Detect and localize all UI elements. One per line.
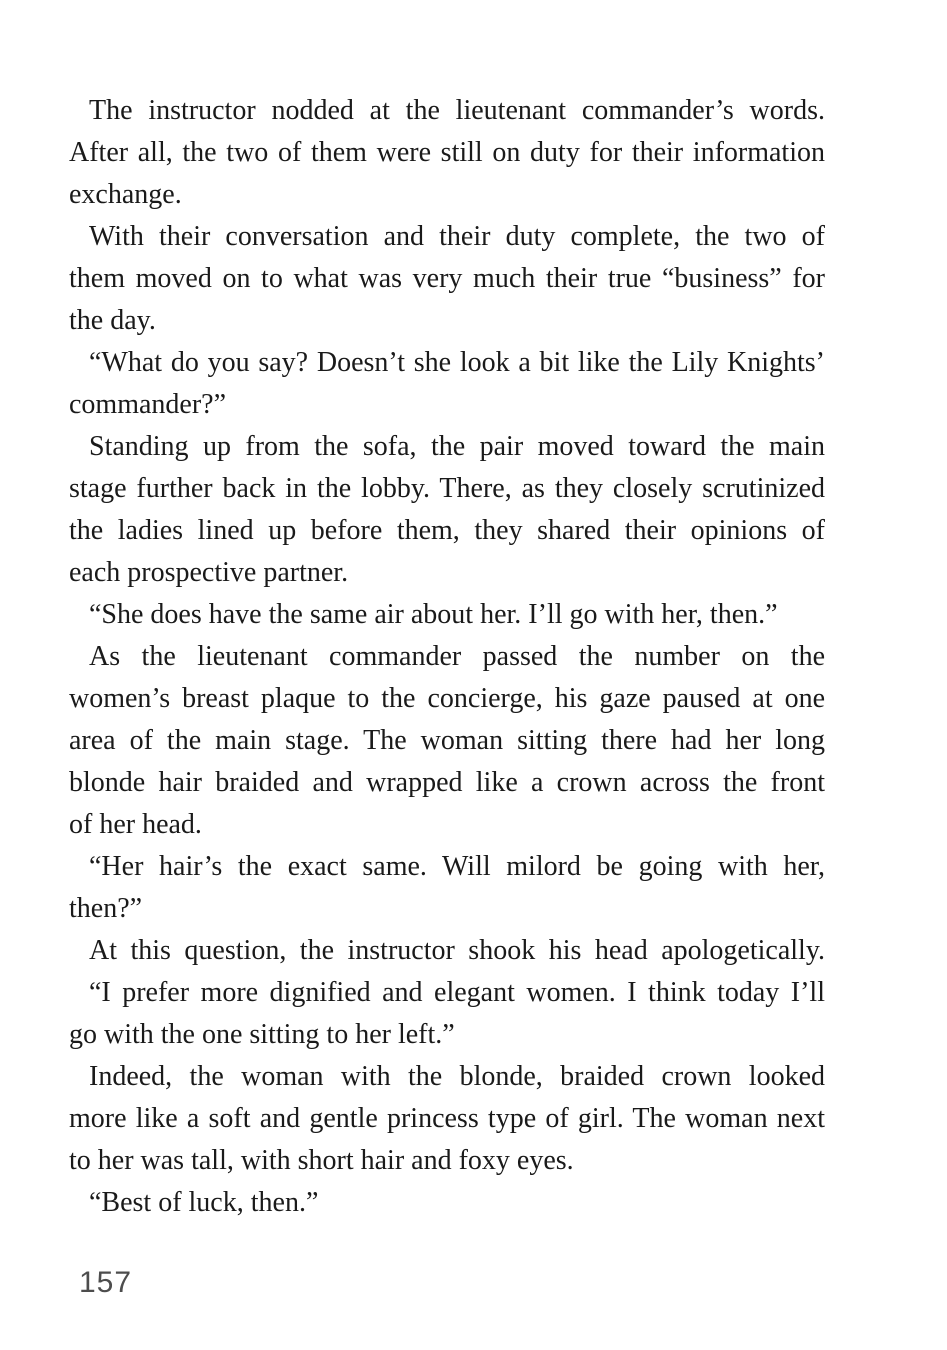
text-line: blonde hair braided and wrapped like a crown across the front [69,767,825,798]
paragraph [69,1056,825,1182]
paragraph [69,1182,825,1224]
text-line: area of the main stage. The woman sitting there had her long [69,725,825,756]
text-line: the ladies lined up before them, they shared their opinions of [69,515,825,546]
paragraph [69,594,825,636]
text-line: women’s breast plaque to the concierge, his gaze paused at one [69,683,825,714]
text-line: With their conversation and their duty complete, the two of [89,221,825,252]
text-line: Indeed, the woman with the blonde, braided crown looked [89,1061,825,1092]
text-line: “She does have the same air about her. I’ll go with her, then.” [89,599,778,630]
text-line: “I prefer more dignified and elegant women. I think today I’ll [89,977,825,1008]
text-line: At this question, the instructor shook his head apologetically. [89,935,825,966]
text-line: exchange. [69,179,182,210]
text-line: “Her hair’s the exact same. Will milord be going with her, [89,851,825,882]
paragraph [69,846,825,930]
paragraph [69,216,825,342]
text-line: the day. [69,305,156,336]
text-line: As the lieutenant commander passed the number on the [89,641,825,672]
text-line: Standing up from the sofa, the pair moved toward the main [89,431,825,462]
paragraph [69,636,825,846]
text-line: go with the one sitting to her left.” [69,1019,455,1050]
text-line: each prospective partner. [69,557,349,588]
text-line: more like a soft and gentle princess type of girl. The woman next [69,1103,825,1134]
paragraph [69,426,825,594]
paragraph [69,972,825,1056]
text-line: then?” [69,893,143,924]
text-line: them moved on to what was very much their true “business” for [69,263,825,294]
text-line: The instructor nodded at the lieutenant commander’s words. [89,95,825,126]
text-line: to her was tall, with short hair and foxy eyes. [69,1145,574,1176]
text-line: “What do you say? Doesn’t she look a bit like the Lily Knights’ [89,347,825,378]
page-number: 157 [79,1266,133,1299]
text-block [69,90,825,1224]
paragraph [69,930,825,972]
paragraph [69,90,825,216]
text-line: stage further back in the lobby. There, as they closely scrutinized [69,473,825,504]
text-line: commander?” [69,389,227,420]
text-line: After all, the two of them were still on duty for their information [69,137,825,168]
text-line: “Best of luck, then.” [89,1187,319,1218]
text-line: of her head. [69,809,202,840]
paragraph [69,342,825,426]
